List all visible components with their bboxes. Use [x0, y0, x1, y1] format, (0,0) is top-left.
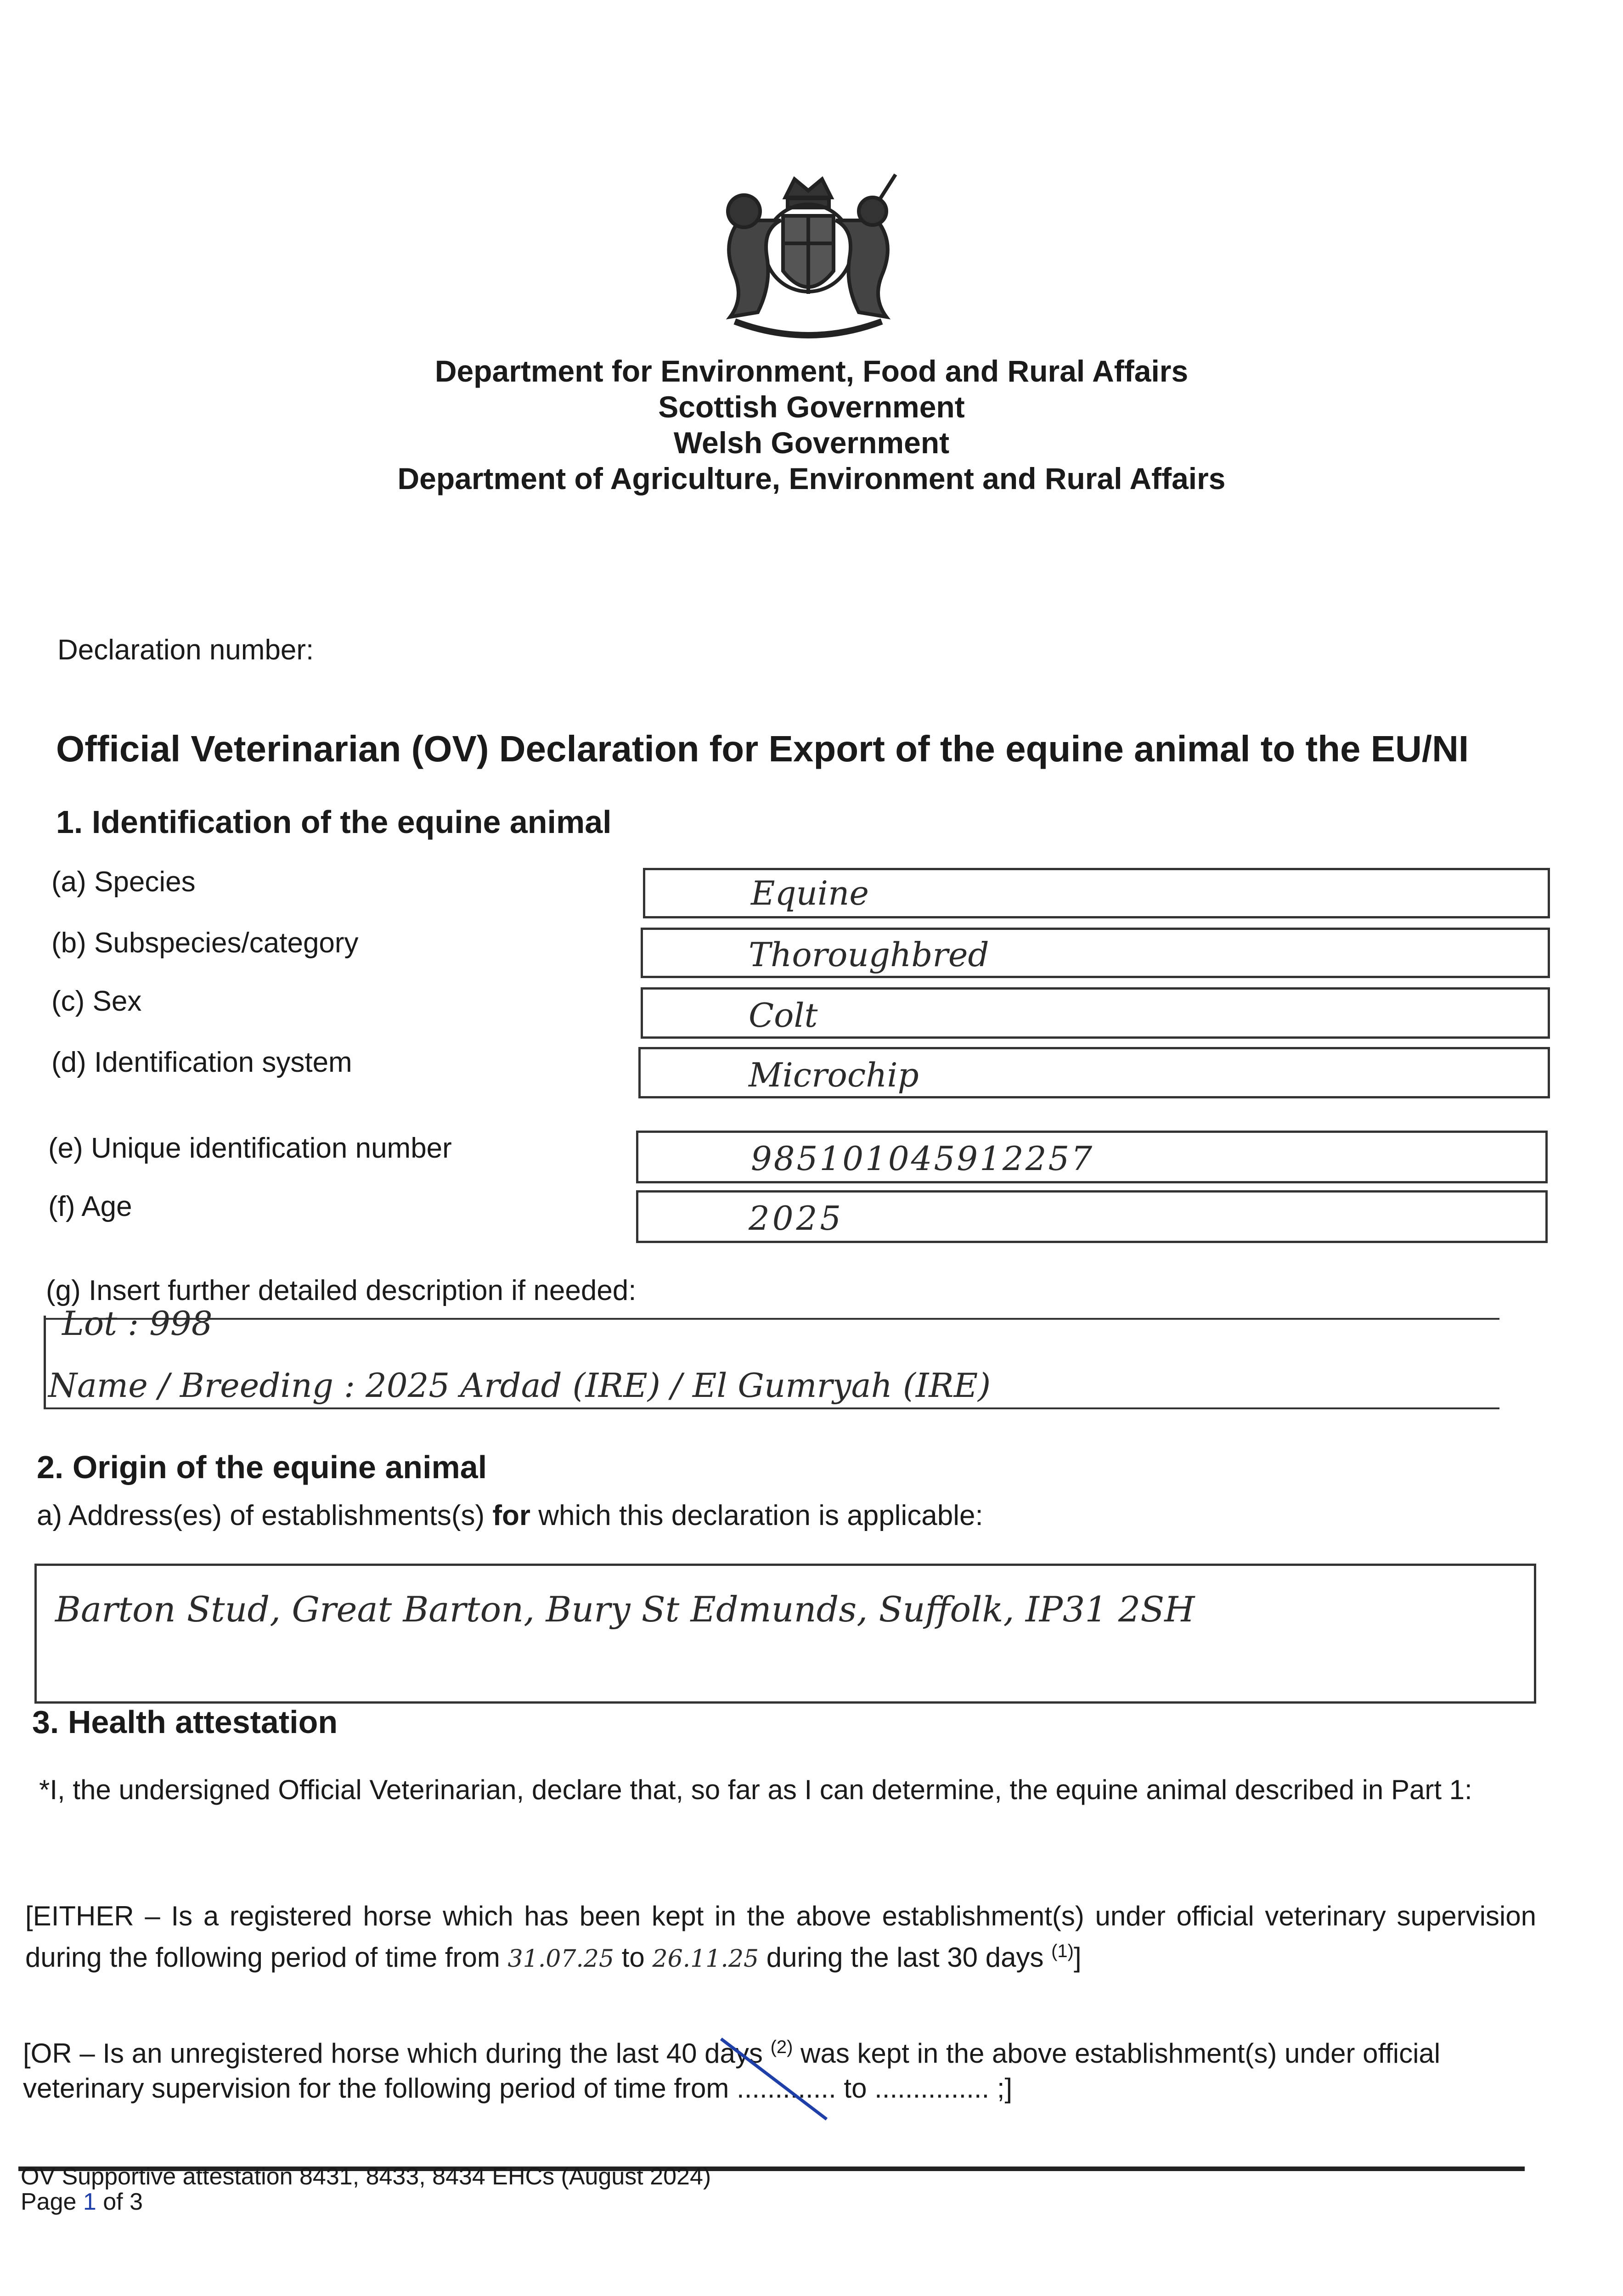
or-pre: [OR – Is an unregistered horse which during the last 40 days [23, 2038, 771, 2069]
either-to-date[interactable]: 26.11.25 [652, 1945, 759, 1973]
id-system-field[interactable] [638, 1047, 1550, 1098]
uid-field[interactable] [636, 1131, 1548, 1183]
subspecies-value: Thoroughbred [749, 935, 989, 974]
footnote-2: (2) [770, 2037, 793, 2057]
further-bottom-rule [44, 1407, 1499, 1409]
department-line: Scottish Government [658, 390, 965, 424]
address-label-bold: for [492, 1500, 531, 1531]
department-line: Department of Agriculture, Environment and Rural Affairs [397, 461, 1226, 495]
royal-crest-icon [703, 165, 914, 349]
either-mid: to [614, 1942, 653, 1973]
department-line: Department for Environment, Food and Rural Affairs [434, 354, 1189, 388]
either-pre: [EITHER – Is a registered horse which has been kept in the above establishment(s) under official veterinary supervision during the following period of time from [25, 1901, 1536, 1973]
department-line: Welsh Government [673, 426, 950, 460]
subspecies-field[interactable] [641, 928, 1550, 978]
subspecies-label: (b) Subspecies/category [51, 927, 359, 959]
uid-label: (e) Unique identification number [48, 1132, 452, 1164]
further-description-label: (g) Insert further detailed description if needed: [46, 1275, 637, 1306]
address-label-pre: a) Address(es) of establishments(s) [37, 1500, 493, 1531]
either-end: ] [1074, 1942, 1082, 1973]
age-value: 2025 [749, 1199, 844, 1238]
further-line1: Lot : 998 [62, 1304, 213, 1343]
id-system-label: (d) Identification system [51, 1047, 352, 1078]
sex-label: (c) Sex [51, 985, 142, 1017]
age-label: (f) Age [48, 1191, 132, 1222]
address-label [37, 1499, 983, 1532]
either-from-date[interactable]: 31.07.25 [507, 1945, 614, 1973]
section3-heading: 3. Health attestation [32, 1704, 338, 1740]
age-field[interactable] [636, 1190, 1548, 1243]
species-field[interactable] [643, 868, 1550, 918]
strike-through-mark [716, 2034, 836, 2126]
sex-field[interactable] [641, 987, 1550, 1039]
document-title: Official Veterinarian (OV) Declaration for Export of the equine animal to the EU/NI [56, 728, 1469, 769]
declaration-number-label: Declaration number: [57, 634, 314, 666]
species-value: Equine [751, 874, 869, 912]
either-clause [25, 1899, 1536, 1976]
footer-attestation: OV Supportive attestation 8431, 8433, 8434 EHCs (August 2024) [21, 2163, 711, 2190]
section1-heading: 1. Identification of the equine animal [56, 804, 612, 840]
or-post: was kept in the above establishment(s) under official veterinary supervision for the following period of time from ............. to ............... ;] [23, 2038, 1441, 2104]
address-label-post: which this declaration is applicable: [530, 1500, 983, 1531]
page-of: of 3 [96, 2189, 143, 2215]
address-value: Barton Stud, Great Barton, Bury St Edmunds, Suffolk, IP31 2SH [55, 1589, 1195, 1630]
id-system-value: Microchip [749, 1056, 919, 1094]
footer-page [21, 2188, 143, 2216]
footnote-1: (1) [1051, 1941, 1074, 1961]
health-intro: *I, the undersigned Official Veterinarian, declare that, so far as I can determine, the equine animal described in Part 1: [39, 1774, 1472, 1805]
page-word: Page [21, 2189, 83, 2215]
address-field[interactable] [34, 1564, 1536, 1704]
further-line2: Name / Breeding : 2025 Ardad (IRE) / El Gumryah (IRE) [48, 1366, 991, 1405]
either-post: during the last 30 days [759, 1942, 1052, 1973]
uid-value: 985101045912257 [751, 1139, 1094, 1178]
page-number: 1 [83, 2189, 96, 2215]
species-label: (a) Species [51, 866, 196, 898]
further-top-rule [44, 1318, 1499, 1320]
section2-heading: 2. Origin of the equine animal [37, 1449, 487, 1485]
sex-value: Colt [749, 996, 818, 1035]
